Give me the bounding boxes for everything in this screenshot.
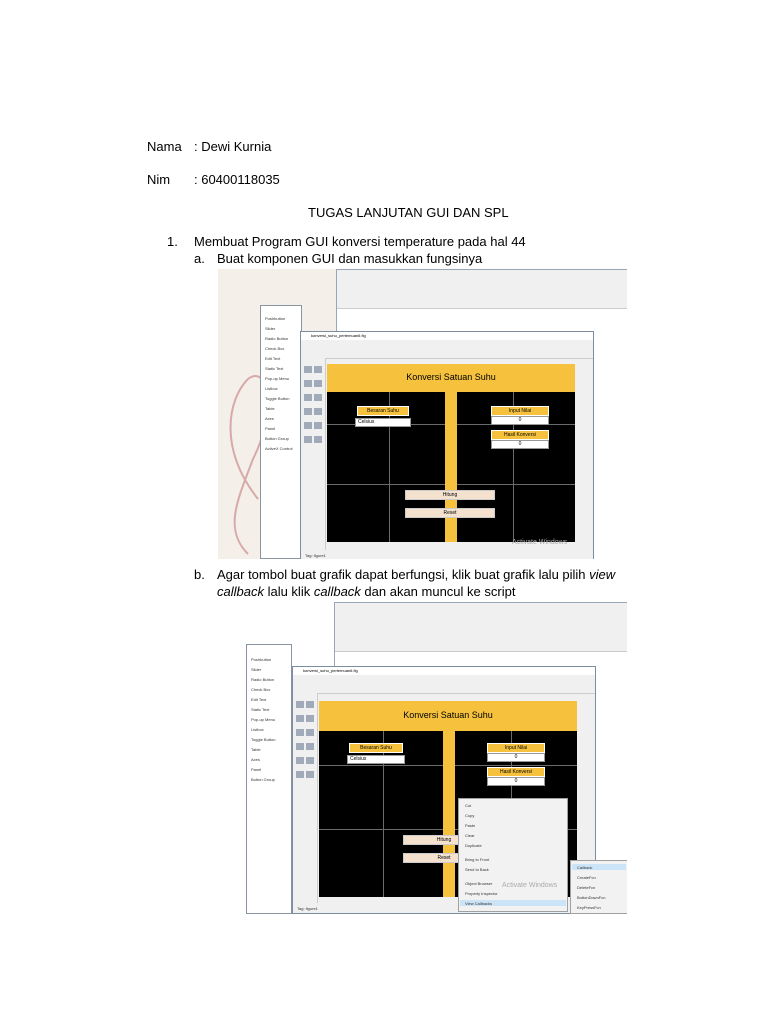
nim-label: Nim	[147, 172, 171, 187]
menu-object-browser[interactable]: Object Browser	[465, 881, 493, 886]
submenu-createfcn[interactable]: CreateFcn	[577, 875, 596, 880]
gui-title-text: Konversi Satuan Suhu	[406, 372, 496, 382]
hitung-button-2[interactable]: Hitung	[403, 835, 485, 845]
nama-label: Nama	[147, 139, 182, 154]
reset-button-2[interactable]: Reset	[403, 853, 485, 863]
menu-clear[interactable]: Clear	[465, 833, 475, 838]
gui-title-text-2: Konversi Satuan Suhu	[403, 710, 493, 720]
label-hasil-konversi-2: Hasil Konversi	[487, 767, 545, 777]
item-a-text: Buat komponen GUI dan masukkan fungsinya	[217, 251, 483, 266]
context-menu	[458, 798, 568, 912]
label-besaran-suhu: Besaran Suhu	[357, 406, 409, 416]
screenshot-2	[218, 602, 627, 914]
nama-value: : Dewi Kurnia	[194, 139, 272, 154]
guide-window-2: konversi_suhu_pertemuan6.fig Konversi Satuan Suhu Besaran Suhu Celsius Input Nilai 0 Hasil Konversi 0 Hitung Reset Tag: figure1	[292, 666, 596, 914]
hasil-konversi-field-2: 0	[487, 777, 545, 786]
item-a-letter: a.	[194, 251, 205, 266]
activate-windows-watermark: Activate Windows	[512, 539, 568, 546]
popup-besaran-2[interactable]: Celsius	[347, 755, 405, 764]
input-nilai-field-2[interactable]: 0	[487, 753, 545, 762]
item-b-line1: Agar tombol buat grafik dapat berfungsi, klik buat grafik lalu pilih view	[217, 567, 616, 582]
component-list-panel: Pushbutton Slider Radio Button Check Box Edit Text Static Text Pop-up Menu Listbox Toggle Button Table Axes Panel Button Group ActiveX Control	[260, 305, 302, 559]
guide-window: konversi_suhu_pertemuan6.fig Konversi Satuan Suhu Besaran Suhu Celsius Input Nilai 0 Hasil Konversi 0 Hitung Reset Tag: figure1	[300, 331, 594, 559]
status-tag-2: Tag: figure1	[297, 906, 318, 911]
submenu-buttondownfcn[interactable]: ButtonDownFcn	[577, 895, 606, 900]
menu-bring-front[interactable]: Bring to Front	[465, 857, 490, 862]
item1-number: 1.	[167, 234, 178, 249]
activate-windows-watermark-2: Activate Windows	[502, 882, 558, 889]
menu-paste[interactable]: Paste	[465, 823, 476, 828]
component-list-panel-2: Pushbutton Slider Radio Button Check Box Edit Text Static Text Pop-up Menu Listbox Toggle Button Table Axes Panel Button Group	[246, 644, 292, 914]
label-besaran-suhu-2: Besaran Suhu	[349, 743, 403, 753]
gui-canvas	[327, 364, 575, 542]
callback-submenu	[570, 860, 627, 914]
hitung-button[interactable]: Hitung	[405, 490, 495, 500]
item-b-line2: callback lalu klik callback dan akan muncul ke script	[217, 584, 516, 599]
reset-button[interactable]: Reset	[405, 508, 495, 518]
input-nilai-field[interactable]: 0	[491, 416, 549, 425]
nim-value: : 60400118035	[194, 172, 280, 187]
document-title: TUGAS LANJUTAN GUI DAN SPL	[308, 205, 509, 220]
screenshot-1	[218, 269, 627, 559]
label-input-nilai-2: Input Nilai	[487, 743, 545, 753]
menu-view-callbacks[interactable]: View Callbacks	[465, 901, 493, 906]
item-b-letter: b.	[194, 567, 205, 582]
submenu-keypressfcn[interactable]: KeyPressFcn	[577, 905, 601, 910]
label-hasil-konversi: Hasil Konversi	[491, 430, 549, 440]
submenu-deletefcn[interactable]: DeleteFcn	[577, 885, 596, 890]
item1-text: Membuat Program GUI konversi temperature pada hal 44	[194, 234, 526, 249]
menu-property-inspector[interactable]: Property Inspector	[465, 891, 498, 896]
status-tag: Tag: figure1	[305, 553, 326, 558]
submenu-callback[interactable]: Callback	[577, 865, 593, 870]
label-input-nilai: Input Nilai	[491, 406, 549, 416]
hasil-konversi-field: 0	[491, 440, 549, 449]
menu-send-back[interactable]: Send to Back	[465, 867, 489, 872]
popup-besaran[interactable]: Celsius	[355, 418, 411, 427]
menu-copy[interactable]: Copy	[465, 813, 475, 818]
menu-duplicate[interactable]: Duplicate	[465, 843, 482, 848]
menu-cut[interactable]: Cut	[465, 803, 472, 808]
